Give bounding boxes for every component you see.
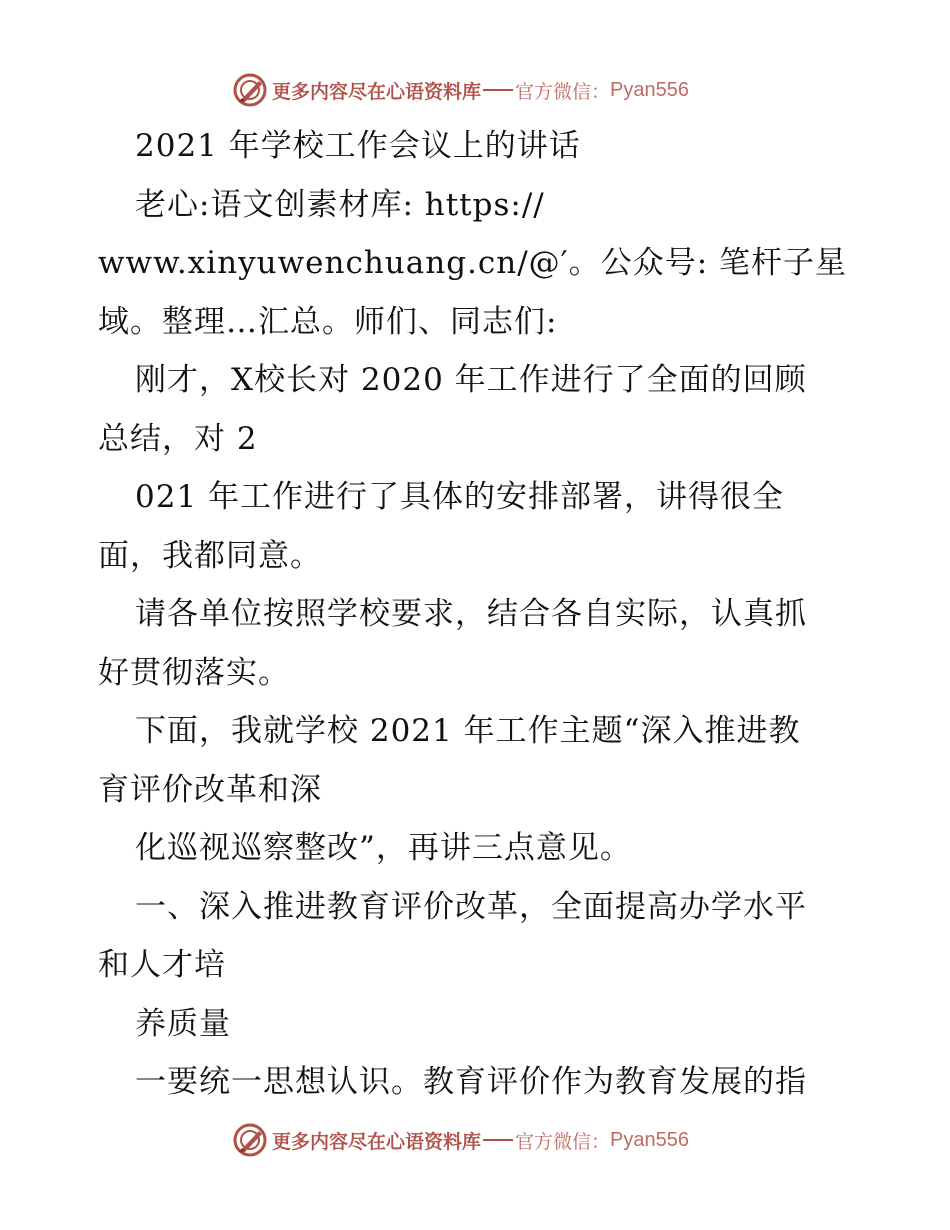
text-line: 和人才培 [98, 947, 226, 983]
text-line: 面，我都同意。 [98, 537, 322, 574]
banner-official-label: 官方微信： [515, 1130, 611, 1153]
text-line: 域。整理…汇总。师们、同志们: [98, 303, 558, 340]
banner-wechat-id: Pyan556 [610, 78, 689, 101]
text-line: 刚才，X校长对 2020 年工作进行了全面的回顾 [135, 362, 807, 398]
text-line: 一要统一思想认识。教育评价作为教育发展的指 [135, 1064, 807, 1100]
text-line: 2021 年学校工作会议上的讲话 [135, 128, 581, 164]
footer-banner [232, 1120, 689, 1160]
text-line: 老心:语文创素材库: https:// [135, 186, 545, 223]
text-line: 总结，对 2 [98, 420, 258, 457]
text-line: 化巡视巡察整改”，再讲三点意见。 [135, 830, 632, 866]
banner-official-label: 官方微信： [515, 80, 611, 103]
text-line: 育评价改革和深 [98, 771, 322, 808]
text-line: 021 年工作进行了具体的安排部署，讲得很全 [135, 479, 785, 515]
banner-dash [483, 1139, 513, 1141]
text-line: 好贯彻落实。 [98, 654, 290, 691]
text-line: 下面，我就学校 2021 年工作主题“深入推进教 [135, 713, 801, 749]
text-line: www.xinyuwenchuang.cn/@′。公众号: 笔杆子星 [98, 245, 848, 281]
text-line: 养质量 [135, 1005, 231, 1042]
document-body [98, 117, 858, 1112]
banner-main-text: 更多内容尽在心语资料库 [272, 80, 482, 103]
text-line: 一、深入推进教育评价改革，全面提高办学水平 [135, 888, 807, 925]
banner-wechat-id: Pyan556 [610, 1128, 689, 1151]
banner-main-text: 更多内容尽在心语资料库 [272, 1130, 482, 1153]
pen-logo-icon [232, 72, 268, 108]
header-banner [232, 70, 689, 110]
pen-logo-icon [232, 1122, 268, 1158]
text-line: 请各单位按照学校要求，结合各自实际，认真抓 [135, 596, 807, 632]
banner-dash [483, 89, 513, 91]
